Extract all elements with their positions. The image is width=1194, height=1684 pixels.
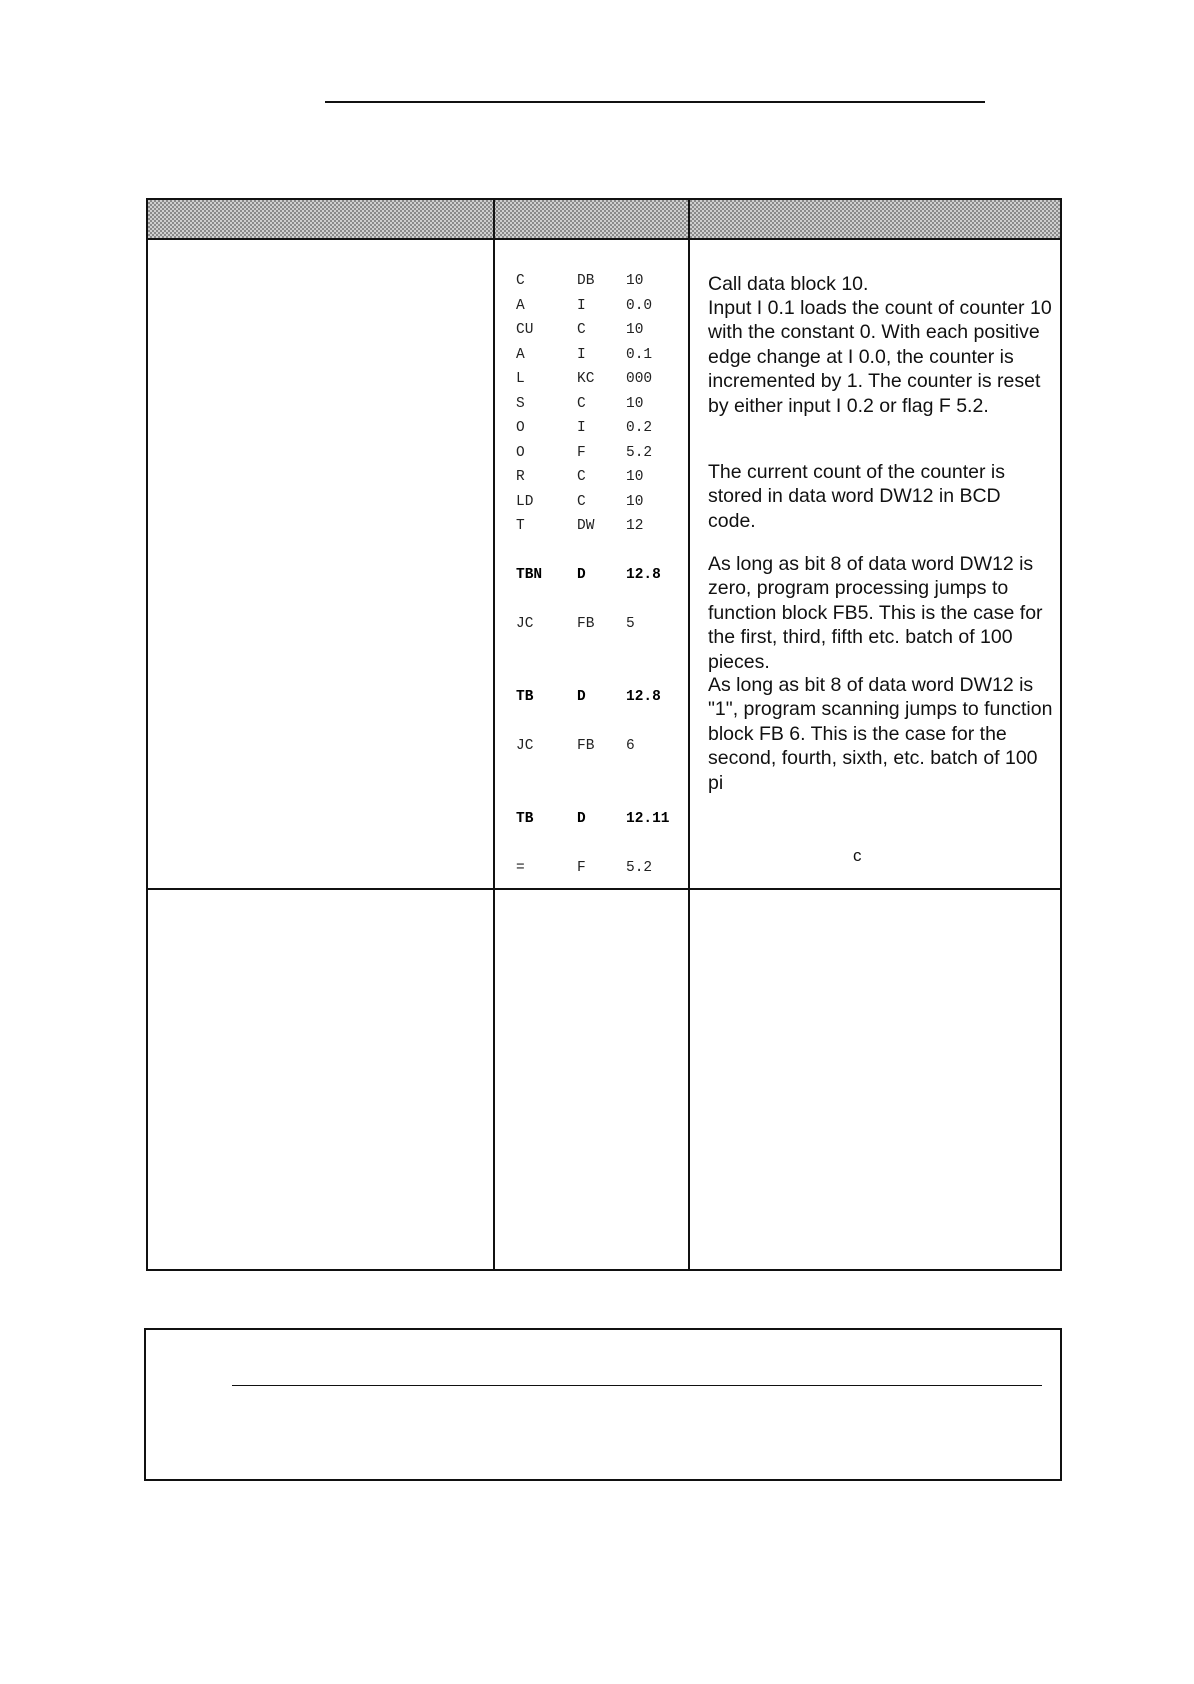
code-address: 12.11 — [626, 811, 670, 827]
code-operand: F — [577, 860, 586, 876]
code-operand: I — [577, 420, 586, 436]
code-operation: S — [516, 395, 525, 412]
code-operand: F — [577, 444, 586, 461]
description-paragraph: Input I 0.1 loads the count of counter 10 with the constant 0. With each positive edge change at I 0.0, the counter is incremented by 1. The counter is reset by either input I 0.2 or flag F 5.2. — [708, 297, 1052, 417]
code-address: 0.1 — [626, 346, 653, 363]
code-operand: D — [577, 567, 586, 583]
code-address: 10 — [626, 273, 644, 289]
code-address: 000 — [626, 371, 653, 387]
code-operation: O — [516, 444, 525, 461]
program-table — [146, 198, 1062, 1271]
stray-character: c — [853, 846, 862, 865]
code-operation: = — [516, 860, 525, 876]
code-operation: A — [516, 297, 525, 314]
code-operation: JC — [516, 738, 534, 754]
code-address: 10 — [626, 322, 644, 338]
row-divider — [148, 888, 1060, 890]
column-divider-2 — [688, 200, 690, 1269]
code-operand: I — [577, 297, 586, 314]
code-operation: R — [516, 469, 525, 485]
code-operand: KC — [577, 371, 595, 387]
code-operation: CU — [516, 322, 534, 338]
code-address: 12 — [626, 518, 644, 534]
code-operation: T — [516, 518, 525, 534]
code-operation: JC — [516, 616, 534, 632]
description-paragraph: As long as bit 8 of data word DW12 is "1", program scanning jumps to function block FB 6. This is the case for the second, fourth, sixth, etc. batch of 100 pi — [708, 674, 1053, 794]
code-operand: FB — [577, 738, 595, 754]
code-address: 0.0 — [626, 297, 653, 314]
notes-box — [144, 1328, 1062, 1481]
code-address: 10 — [626, 395, 644, 412]
code-address: 5.2 — [626, 860, 653, 876]
code-address: 12.8 — [626, 689, 661, 705]
code-operand: DW — [577, 518, 595, 534]
code-address: 0.2 — [626, 420, 653, 436]
code-address: 10 — [626, 469, 644, 485]
code-operand: I — [577, 346, 586, 363]
table-header-row — [148, 200, 1060, 240]
notes-rule — [232, 1385, 1042, 1386]
code-operand: C — [577, 322, 586, 338]
code-operation: L — [516, 371, 525, 387]
code-operation: TBN — [516, 567, 543, 583]
code-operand: C — [577, 493, 586, 510]
code-operation: O — [516, 420, 525, 436]
code-address: 5 — [626, 616, 635, 632]
column-divider-1 — [493, 200, 495, 1269]
code-operand: C — [577, 469, 586, 485]
description-paragraph: The current count of the counter is stored in data word DW12 in BCD code. — [708, 461, 1005, 532]
code-operand: D — [577, 811, 586, 827]
description-paragraph: As long as bit 8 of data word DW12 is zero, program processing jumps to function block FB5. This is the case for the first, third, fifth etc. batch of 100 pieces. — [708, 553, 1043, 673]
top-rule — [325, 101, 985, 103]
code-operation: TB — [516, 811, 534, 827]
code-operation: TB — [516, 689, 534, 705]
code-operation: A — [516, 346, 525, 363]
code-address: 12.8 — [626, 567, 661, 583]
code-operand: FB — [577, 616, 595, 632]
code-address: 6 — [626, 738, 635, 754]
code-operation: C — [516, 273, 525, 289]
code-operand: D — [577, 689, 586, 705]
description-paragraph: Call data block 10. — [708, 273, 869, 295]
code-address: 5.2 — [626, 444, 653, 461]
code-operation: LD — [516, 493, 534, 510]
code-operand: C — [577, 395, 586, 412]
code-address: 10 — [626, 493, 644, 510]
code-operand: DB — [577, 273, 595, 289]
